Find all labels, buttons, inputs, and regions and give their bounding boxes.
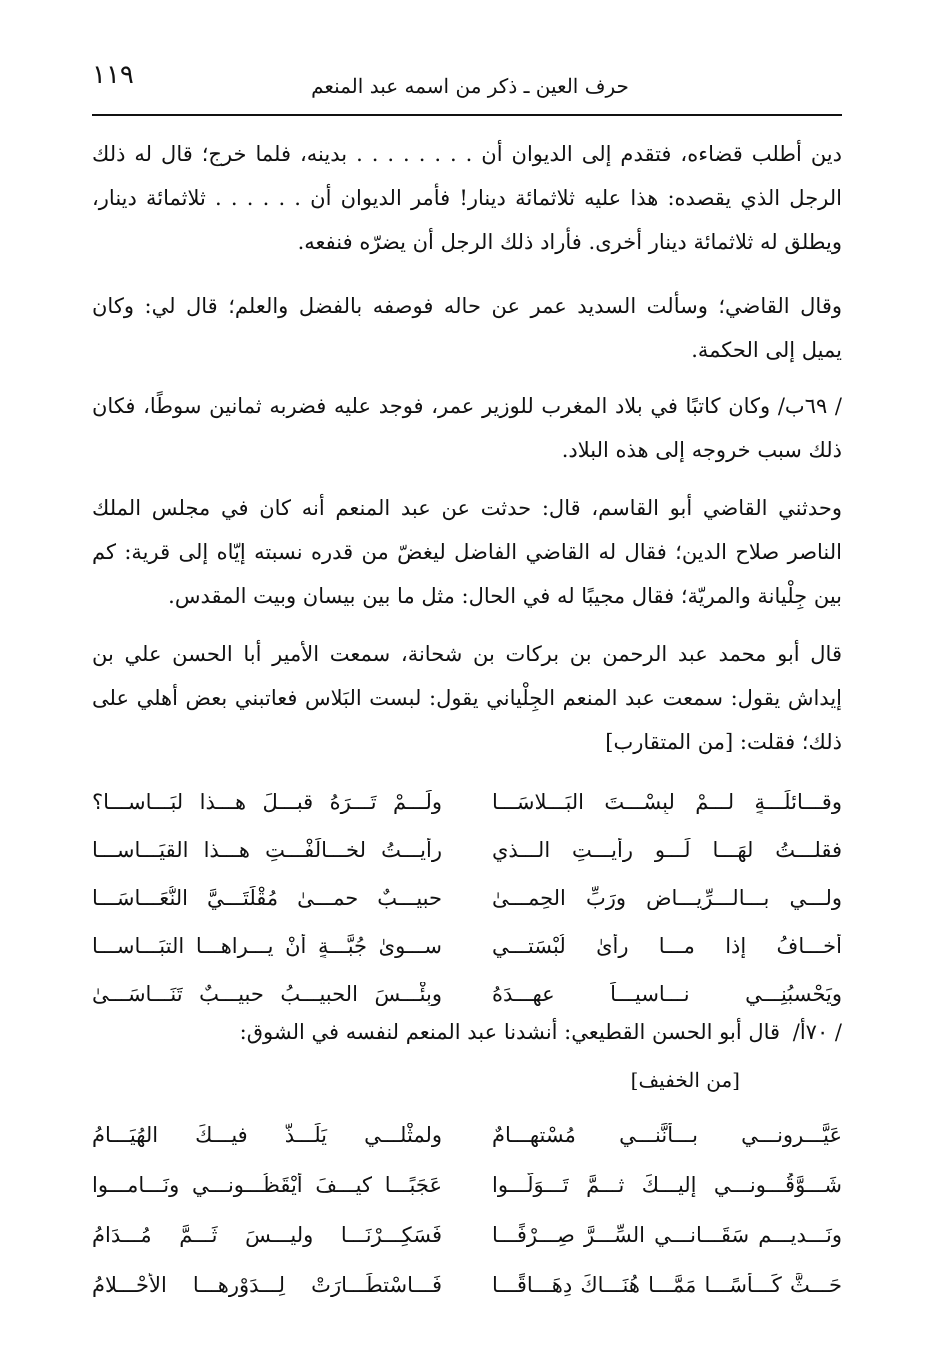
verse-second-hemistich: رأيـــتُ لخـــالَفْـــتِ هـــذا القيَـــاســـا [92,838,442,862]
verse-first-hemistich: شَـــوَّقُـــونـــي إليـــكَ ثـــمَّ تَـــوَلَّـــوا [492,1173,842,1197]
verse [92,1110,842,1160]
verse [92,874,842,922]
verse [92,778,842,826]
verse-second-hemistich: وبِئْـــسَ الحبيـــبُ حبيـــبٌ تَنَـــاسَـــىٰ [92,982,442,1006]
poem-khafif [92,1110,842,1310]
page-number: ١١٩ [92,60,134,90]
verse-second-hemistich: ولمثْلـــي يَلَـــذُّ فيـــكَ الهُيَـــامُ [92,1123,442,1147]
verse [92,1160,842,1210]
meter-label: [من الخفيف] [630,1068,740,1092]
paragraph: دين أطلب قضاءه، فتقدم إلى الديوان أن . . . . . . . . بدينه، فلما خرج؛ قال له ذلك الرجل الذي يقصده: هذا عليه ثلاثمائة دينار! فأمر الديوان أن . . . . . . ثلاثمائة دينار، ويطلق له ثلاثمائة دينار أخرى. فأراد ذلك الرجل أن يضرّه فنفعه. [92,142,842,254]
paragraph: قال أبو محمد عبد الرحمن بن بركات بن شحانة، سمعت الأمير أبا الحسن علي بن إيداش يقول: سمعت عبد المنعم الجِلْياني يقول: لبست البَلاس فعاتبني بعض أهلي على ذلك؛ فقلت: [من المتقارب] [92,642,842,754]
paragraph: وحدثني القاضي أبو القاسم، قال: حدثت عن عبد المنعم أنه كان في مجلس الملك الناصر صلاح الدين؛ فقال له القاضي الفاضل ليغضّ من قدره نسبته إيّاه إلى قرية: كم بين جِلْيانة والمريّة؛ فقال مجيبًا له في الحال: مثل ما بين بيسان وبيت المقدس. [92,496,842,608]
verse-first-hemistich: وقـــائلَـــةٍ لـــمْ لبِسْـــتَ البَـــلاسَـــا [492,790,842,814]
paragraph: / ٦٩ب/ وكان كاتبًا في بلاد المغرب للوزير عمر، فوجد عليه فضربه ثمانين سوطًا، فكان ذلك سبب خروجه إلى هذه البلاد. [92,394,842,462]
verse-first-hemistich: فقلـــتُ لهَـــا لَـــو رأيـــتِ الـــذي [492,838,842,862]
verse-first-hemistich: ولـــي بـــالـــرِّيـــاضِ ورَبِّ الحِمـــىٰ [492,886,842,910]
running-title: حرف العين ـ ذكر من اسمه عبد المنعم [311,74,629,98]
verse [92,1260,842,1310]
verse-second-hemistich: عَجَبًـــا كيـــفَ أيْقَظُـــونـــي ونَـــامـــوا [92,1173,442,1197]
poem-intro-text: قال أبو الحسن القطيعي: أنشدنا عبد المنعم لنفسه في الشوق: [239,1020,781,1044]
verse-second-hemistich: ســـوىٰ جُبَّـــةٍ أنْ يـــراهـــا التبَـــاســـا [92,934,442,958]
verse-first-hemistich: عَيَّـــرونـــي بـــأنَّنـــي مُسْتهـــامٌ [492,1123,842,1147]
verse-second-hemistich: فَسَكِـــرْنَـــا وليـــسَ ثَـــمَّ مُـــدَامُ [92,1223,442,1247]
paragraph: وقال القاضي؛ وسألت السديد عمر عن حاله فوصفه بالفضل والعلم؛ قال لي: وكان يميل إلى الحكمة. [92,294,842,362]
verse-second-hemistich: ولَـــمْ تَـــرَهُ قبـــلَ هـــذا لبَـــاســـا؟ [92,790,442,814]
verse [92,1210,842,1260]
verse-second-hemistich: فَـــاسْتطَـــارَتْ لِـــدَوْرِهـــا الأحْـــلامُ [92,1273,442,1297]
verse-first-hemistich: حَـــثَّ كَـــأْسًـــا مَمَّـــا هُنَـــاكَ دِهَـــاقًـــا [492,1273,842,1297]
verse-first-hemistich: أخـــافُ إذا مـــا رأىٰ لُبْسَتـــي [492,934,842,958]
verse-first-hemistich: ونَـــديـــمٍ سَقَـــانـــي السِّـــرَّ صِـــرْفًـــا [492,1223,842,1247]
poem-intro [92,1020,842,1044]
poem-mutaqarib [92,778,842,1018]
verse [92,922,842,970]
verse [92,970,842,1018]
verse-first-hemistich: ويَحْسبُنِـــي نـــاسيـــاً عهـــدَهُ [492,982,842,1006]
header-rule [92,114,842,116]
verse [92,826,842,874]
verse-second-hemistich: حبيـــبٌ حمـــىٰ مُقْلَتَـــيَّ النُّعَـــاسَـــا [92,886,442,910]
folio-marker: / ٧٠أ/ [792,1020,842,1044]
